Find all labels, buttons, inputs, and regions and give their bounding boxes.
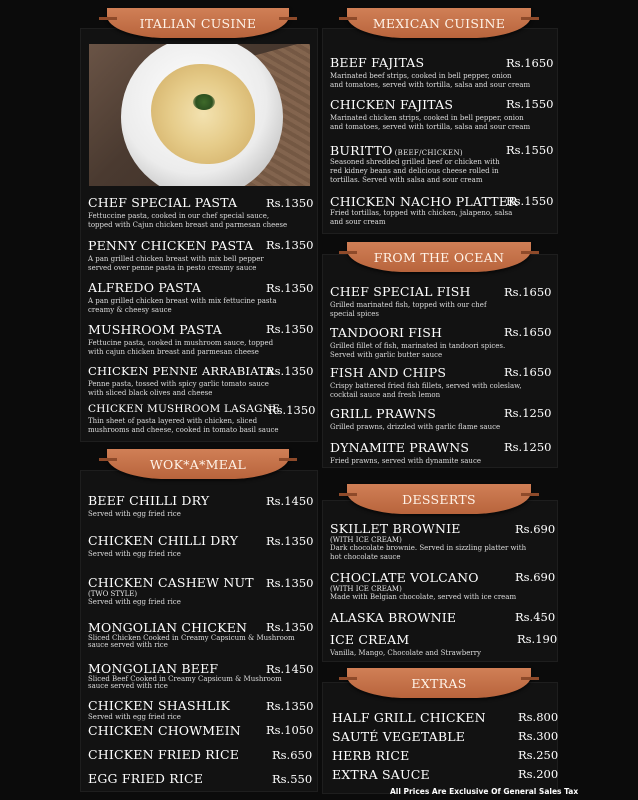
item-price: Rs.1250 [504,406,552,420]
item-price: Rs.1050 [266,723,314,737]
item-description: Penne pasta, tossed with spicy garlic tomato sauce with sliced black olives and cheese [88,380,269,397]
item-price: Rs.1650 [504,285,552,299]
item-price: Rs.1350 [266,281,314,295]
menu-item-half-grill-chicken [332,710,486,725]
item-name: CHICKEN CASHEW NUT [88,575,254,590]
menu-item-extra-sauce [332,767,430,782]
item-description: Grilled fillet of fish, marinated in tandoori spices. Served with garlic butter sauce [330,342,506,359]
item-description: Vanilla, Mango, Chocolate and Strawberry [330,649,482,657]
menu-item-alfredo-pasta [88,280,277,315]
menu-item-chicken-penne-arrabiata [88,364,274,398]
item-name: TANDOORI FISH [330,325,443,340]
menu-item-fish-and-chips [330,365,522,400]
menu-item-egg-fried-rice [88,771,203,786]
menu-item-grill-prawns [330,406,500,432]
item-price: Rs.200 [518,767,559,781]
item-name: CHICKEN SHASHLIK [88,698,231,713]
item-description: Fried tortillas, topped with chicken, jalapeno, salsa and sour cream [330,209,513,226]
menu-item-chicken-chowmein [88,723,241,738]
item-description: Crispy battered fried fish fillets, served with coleslaw, cocktail sauce and fresh lemon [330,382,522,399]
item-description: Marinated chicken strips, cooked in bell pepper, onion and tomatoes, served with tortilla, salsa and sour cream [330,114,531,131]
item-name: GRILL PRAWNS [330,406,437,421]
item-description: Served with egg fried rice [88,550,181,558]
menu-item-herb-rice [332,748,409,763]
item-price: Rs.450 [515,610,556,624]
item-name: CHOCLATE VOLCANO [330,570,479,585]
italian-heading: ITALIAN CUSINE [107,8,289,38]
item-description: Seasoned shredded grilled beef or chicken with red kidney beans and delicious cheese rolled in tortillas. Served with salsa and sour cream [330,158,500,184]
menu-item-skillet-brownie [330,521,526,562]
item-name: CHICKEN CHILLI DRY [88,533,239,548]
item-name: MONGOLIAN BEEF [88,661,219,676]
item-name: HALF GRILL CHICKEN [332,710,486,725]
item-name: CHICKEN FAJITAS [330,97,454,112]
item-subtitle: (TWO STYLE) [88,590,138,598]
item-name: BEEF FAJITAS [330,55,425,70]
item-price: Rs.1650 [504,325,552,339]
item-price: Rs.1650 [506,56,554,70]
item-name: CHICKEN MUSHROOM LASAGNE [88,403,280,415]
menu-item-penny-chicken-pasta [88,238,264,273]
item-name: SAUTÉ VEGETABLE [332,729,466,744]
item-description: Made with Belgian chocolate, served with ice cream [330,593,517,601]
item-description: Grilled marinated fish, topped with our chef special spices [330,301,487,318]
item-name [330,143,500,158]
item-price: Rs.1550 [506,194,554,208]
item-price: Rs.550 [272,772,313,786]
item-name: MONGOLIAN CHICKEN [88,620,248,635]
item-name: EXTRA SAUCE [332,767,430,782]
menu-item-chicken-chilli-dry [88,533,238,559]
item-subtitle: (WITH ICE CREAM) [330,536,402,544]
item-description: Marinated beef strips, cooked in bell pepper, onion and tomatoes, served with tortilla, salsa and sour cream [330,72,531,89]
item-name: SKILLET BROWNIE [330,521,461,536]
menu-item-mongolian-beef [88,661,282,690]
extras-heading: EXTRAS [347,668,531,698]
menu-item-chicken-shashlik [88,698,230,722]
item-subtitle: (WITH ICE CREAM) [330,585,402,593]
item-description: A pan grilled chicken breast with mix bell pepper served over penne pasta in pesto creamy sauce [88,255,264,272]
item-description: Thin sheet of pasta layered with chicken, sliced mushrooms and cheese, cooked in tomato basil sauce [88,417,279,434]
item-name: BEEF CHILLI DRY [88,493,210,508]
wok-heading: WOK*A*MEAL [107,449,289,479]
item-name: CHICKEN PENNE ARRABIATA [88,364,274,378]
item-description: Served with egg fried rice [88,510,181,518]
menu-item-buritto [330,143,500,185]
item-price: Rs.1550 [506,97,554,111]
item-price: Rs.1350 [266,620,314,634]
item-description: Fettucine pasta, cooked in mushroom sauce, topped with cajun chicken breast and parmesan cheese [88,339,274,356]
item-description: Sliced Chicken Cooked in Creamy Capsicum & Mushroom sauce served with rice [88,634,295,649]
item-price: Rs.800 [518,710,559,724]
item-price: Rs.1650 [504,365,552,379]
item-name: DYNAMITE PRAWNS [330,440,470,455]
item-name: CHICKEN FRIED RICE [88,747,240,762]
item-price: Rs.1350 [266,322,314,336]
menu-item-chicken-cashew-nut [88,575,254,607]
item-name: CHICKEN NACHO PLATTER [330,194,518,209]
menu-item-mushroom-pasta [88,322,273,357]
item-price: Rs.1550 [506,143,554,157]
item-description: Sliced Beef Cooked in Creamy Capsicum & Mushroom sauce served with rice [88,675,282,690]
item-name: ICE CREAM [330,632,410,647]
item-price: Rs.1350 [266,364,314,378]
menu-item-chef-special-fish [330,284,487,319]
item-description: A pan grilled chicken breast with mix fettucine pasta creamy & cheesy sauce [88,297,277,314]
item-price: Rs.1250 [504,440,552,454]
item-price: Rs.250 [518,748,559,762]
item-name: FISH AND CHIPS [330,365,447,380]
item-name-text: BURITTO [330,143,393,158]
item-name: PENNY CHICKEN PASTA [88,238,254,253]
item-name: HERB RICE [332,748,410,763]
item-price: Rs.1350 [266,534,314,548]
item-name: CHEF SPECIAL FISH [330,284,471,299]
menu-item-beef-chilli-dry [88,493,209,519]
menu-item-saute-vegetable [332,729,465,744]
menu-item-ice-cream [330,632,481,658]
pasta-photo [89,44,310,186]
item-name: EGG FRIED RICE [88,771,204,786]
menu-item-beef-fajitas [330,55,530,90]
item-name: MUSHROOM PASTA [88,322,222,337]
item-price: Rs.690 [515,570,556,584]
tax-note: All Prices Are Exclusive Of General Sales Tax [390,787,579,796]
item-price: Rs.1450 [266,494,314,508]
menu-item-alaska-brownie [330,610,456,625]
item-description: Fried prawns, served with dynamite sauce [330,457,482,465]
item-description: Served with egg fried rice [88,598,181,606]
menu-item-mongolian-chicken [88,620,295,649]
menu-item-dynamite-prawns [330,440,481,466]
menu-item-chicken-nacho-platter [330,194,518,227]
item-price: Rs.1450 [266,662,314,676]
item-price: Rs.1350 [266,196,314,210]
item-name: CHEF SPECIAL PASTA [88,195,238,210]
menu-item-chef-special-pasta [88,195,287,230]
menu-item-chicken-fajitas [330,97,530,132]
item-price: Rs.1350 [266,238,314,252]
ocean-heading: FROM THE OCEAN [347,242,531,272]
item-description: Served with egg fried rice [88,713,181,721]
item-price: Rs.1350 [266,576,314,590]
menu-item-choclate-volcano [330,570,516,602]
mexican-heading: MEXICAN CUISINE [347,8,531,38]
item-price: Rs.300 [518,729,559,743]
menu-item-tandoori-fish [330,325,505,360]
item-description: Dark chocolate brownie. Served in sizzling platter with hot chocolate sauce [330,544,527,561]
item-name: ALFREDO PASTA [88,280,201,295]
item-price: Rs.650 [272,748,313,762]
item-name: CHICKEN CHOWMEIN [88,723,241,738]
item-name: ALASKA BROWNIE [330,610,457,625]
menu-item-chicken-mushroom-lasagne [88,403,280,435]
item-tag: (BEEF/CHICKEN) [394,149,463,157]
item-price: Rs.690 [515,522,556,536]
item-price: Rs.1350 [268,403,316,417]
item-price: Rs.190 [517,632,558,646]
menu-item-chicken-fried-rice [88,747,239,762]
item-description: Fettuccine pasta, cooked in our chef special sauce, topped with Cajun chicken breast and parmesan cheese [88,212,288,229]
item-description: Grilled prawns, drizzled with garlic flame sauce [330,423,501,431]
item-price: Rs.1350 [266,699,314,713]
desserts-heading: DESSERTS [347,484,531,514]
